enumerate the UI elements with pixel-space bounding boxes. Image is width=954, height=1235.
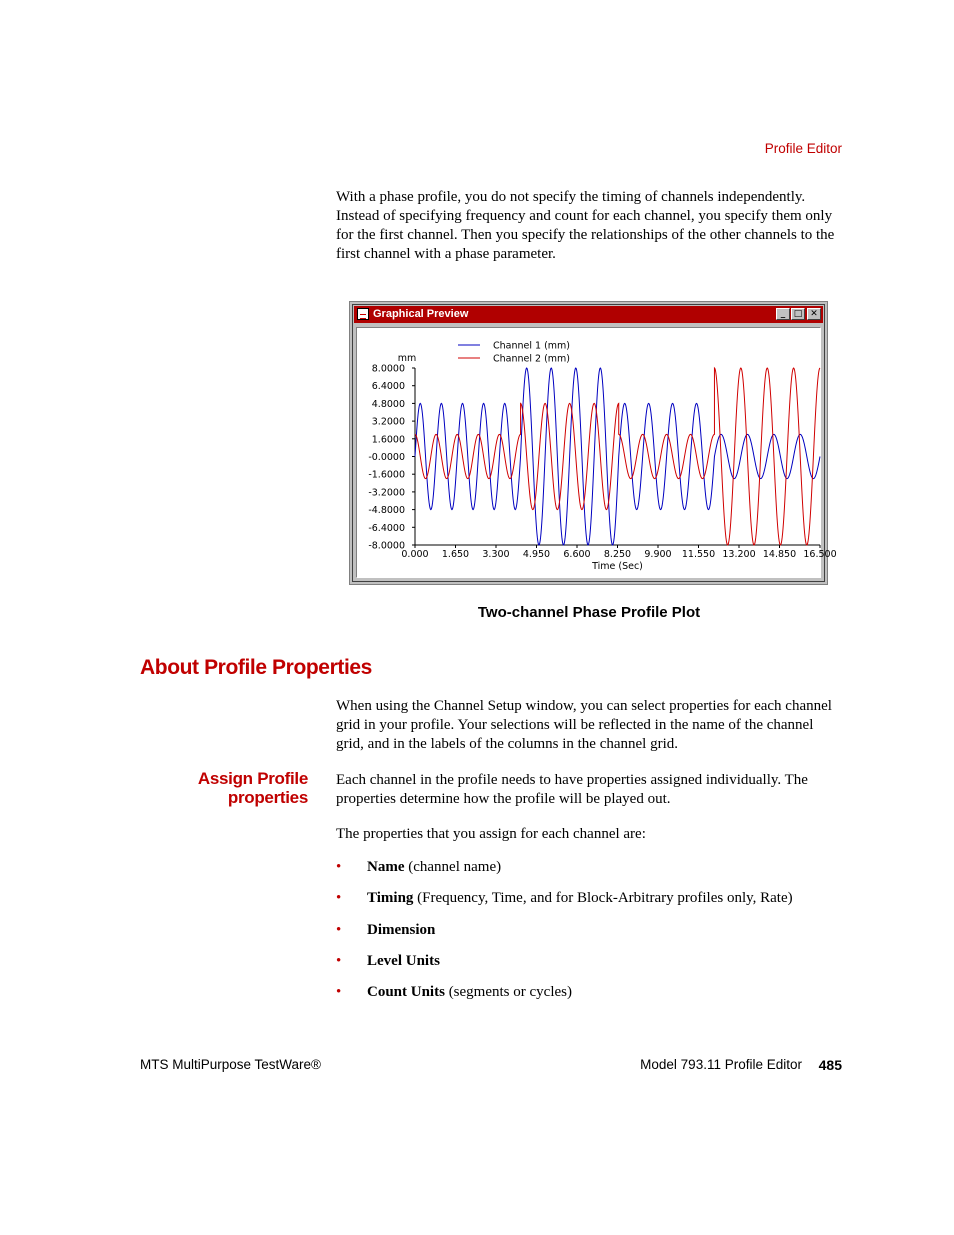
list-item-detail: (channel name) <box>404 859 502 875</box>
section-paragraph: When using the Channel Setup window, you can select properties for each channel grid in your profile. Your selections will be reflected in the name of the channel grid, and in the labels of the columns in the channel grid. <box>336 698 832 752</box>
list-item <box>336 858 793 889</box>
x-tick-label: 13.200 <box>722 549 756 560</box>
list-item-term: Level Units <box>367 952 440 969</box>
list-item <box>336 921 793 952</box>
window-titlebar[interactable] <box>354 306 823 323</box>
x-tick-label: 6.600 <box>563 549 591 560</box>
page-number: 485 <box>818 1057 842 1073</box>
x-tick-label: 4.950 <box>522 549 551 560</box>
x-tick-label: 0.000 <box>401 549 429 560</box>
graphical-preview-window <box>349 301 837 585</box>
subsection-paragraph: Each channel in the profile needs to have properties assigned individually. The properties determine how the profile will be played out. <box>336 772 808 807</box>
y-tick-label: -4.8000 <box>368 505 405 517</box>
y-tick-label: 4.8000 <box>371 398 405 410</box>
x-tick-label: 1.650 <box>441 549 470 560</box>
y-tick-label: 1.6000 <box>371 434 405 446</box>
list-item-detail: (Frequency, Time, and for Block-Arbitrary profiles only, Rate) <box>413 890 793 907</box>
bullet-icon: • <box>336 921 342 938</box>
bullet-icon: • <box>336 859 342 875</box>
x-tick-label: 14.850 <box>762 549 797 560</box>
series-line-1 <box>415 368 820 545</box>
list-item-detail: (segments or cycles) <box>444 984 572 1001</box>
y-tick-label: 3.2000 <box>371 416 405 428</box>
window-title: Graphical Preview <box>373 308 469 320</box>
minimize-button[interactable]: _ <box>776 308 790 320</box>
x-tick-label: 11.550 <box>681 549 716 560</box>
list-item-term: Name <box>367 859 405 875</box>
list-item-term: Count Units <box>367 984 445 1001</box>
intro-paragraph: With a phase profile, you do not specify the timing of channels independently. Instead of specifying frequency and count for each channel, you specify them only for the first channel. Then you specify the relationships of the other channels to the first channel with a phase parameter. <box>336 189 835 262</box>
list-item-term: Timing <box>367 890 414 907</box>
y-tick-label: -6.4000 <box>368 522 405 534</box>
footer-manual: Model 793.11 Profile Editor <box>640 1057 802 1072</box>
phase-profile-chart <box>357 328 837 582</box>
bullet-icon: • <box>336 952 342 969</box>
y-tick-label: -1.6000 <box>368 469 405 481</box>
series-line-2 <box>415 368 820 545</box>
bullet-icon: • <box>336 890 342 907</box>
legend-label: Channel 2 (mm) <box>493 353 571 365</box>
maximize-button[interactable]: □ <box>791 308 805 320</box>
app-icon <box>357 308 369 320</box>
legend-label: Channel 1 (mm) <box>493 340 571 352</box>
y-tick-label: -0.0000 <box>368 452 405 463</box>
y-tick-label: 8.0000 <box>371 363 405 375</box>
list-item <box>336 983 793 1014</box>
figure-caption: Two-channel Phase Profile Plot <box>477 604 701 621</box>
subsection-heading-line2: properties <box>227 788 308 807</box>
list-item-term: Dimension <box>367 921 436 938</box>
x-tick-label: 9.900 <box>644 549 672 560</box>
running-header: Profile Editor <box>764 141 842 156</box>
y-tick-label: 6.4000 <box>371 381 405 393</box>
x-tick-label: 8.250 <box>603 549 632 560</box>
section-heading: About Profile Properties <box>140 656 372 679</box>
x-axis-label: Time (Sec) <box>592 561 643 572</box>
footer-product: MTS MultiPurpose TestWare® <box>140 1057 321 1072</box>
y-tick-label: -8.0000 <box>368 540 405 552</box>
x-tick-label: 16.500 <box>803 549 837 560</box>
close-button[interactable]: ✕ <box>807 308 821 320</box>
bullet-icon: • <box>336 984 342 1001</box>
properties-intro: The properties that you assign for each channel are: <box>336 826 646 842</box>
list-item <box>336 889 793 920</box>
plot-area <box>356 327 837 578</box>
subsection-heading <box>140 769 308 807</box>
list-item <box>336 952 793 983</box>
x-tick-label: 3.300 <box>482 549 510 560</box>
y-axis-label: mm <box>397 353 417 364</box>
window-frame <box>352 304 837 582</box>
y-tick-label: -3.2000 <box>368 487 405 499</box>
properties-list <box>336 858 793 1014</box>
subsection-heading-line1: Assign Profile <box>197 769 308 788</box>
